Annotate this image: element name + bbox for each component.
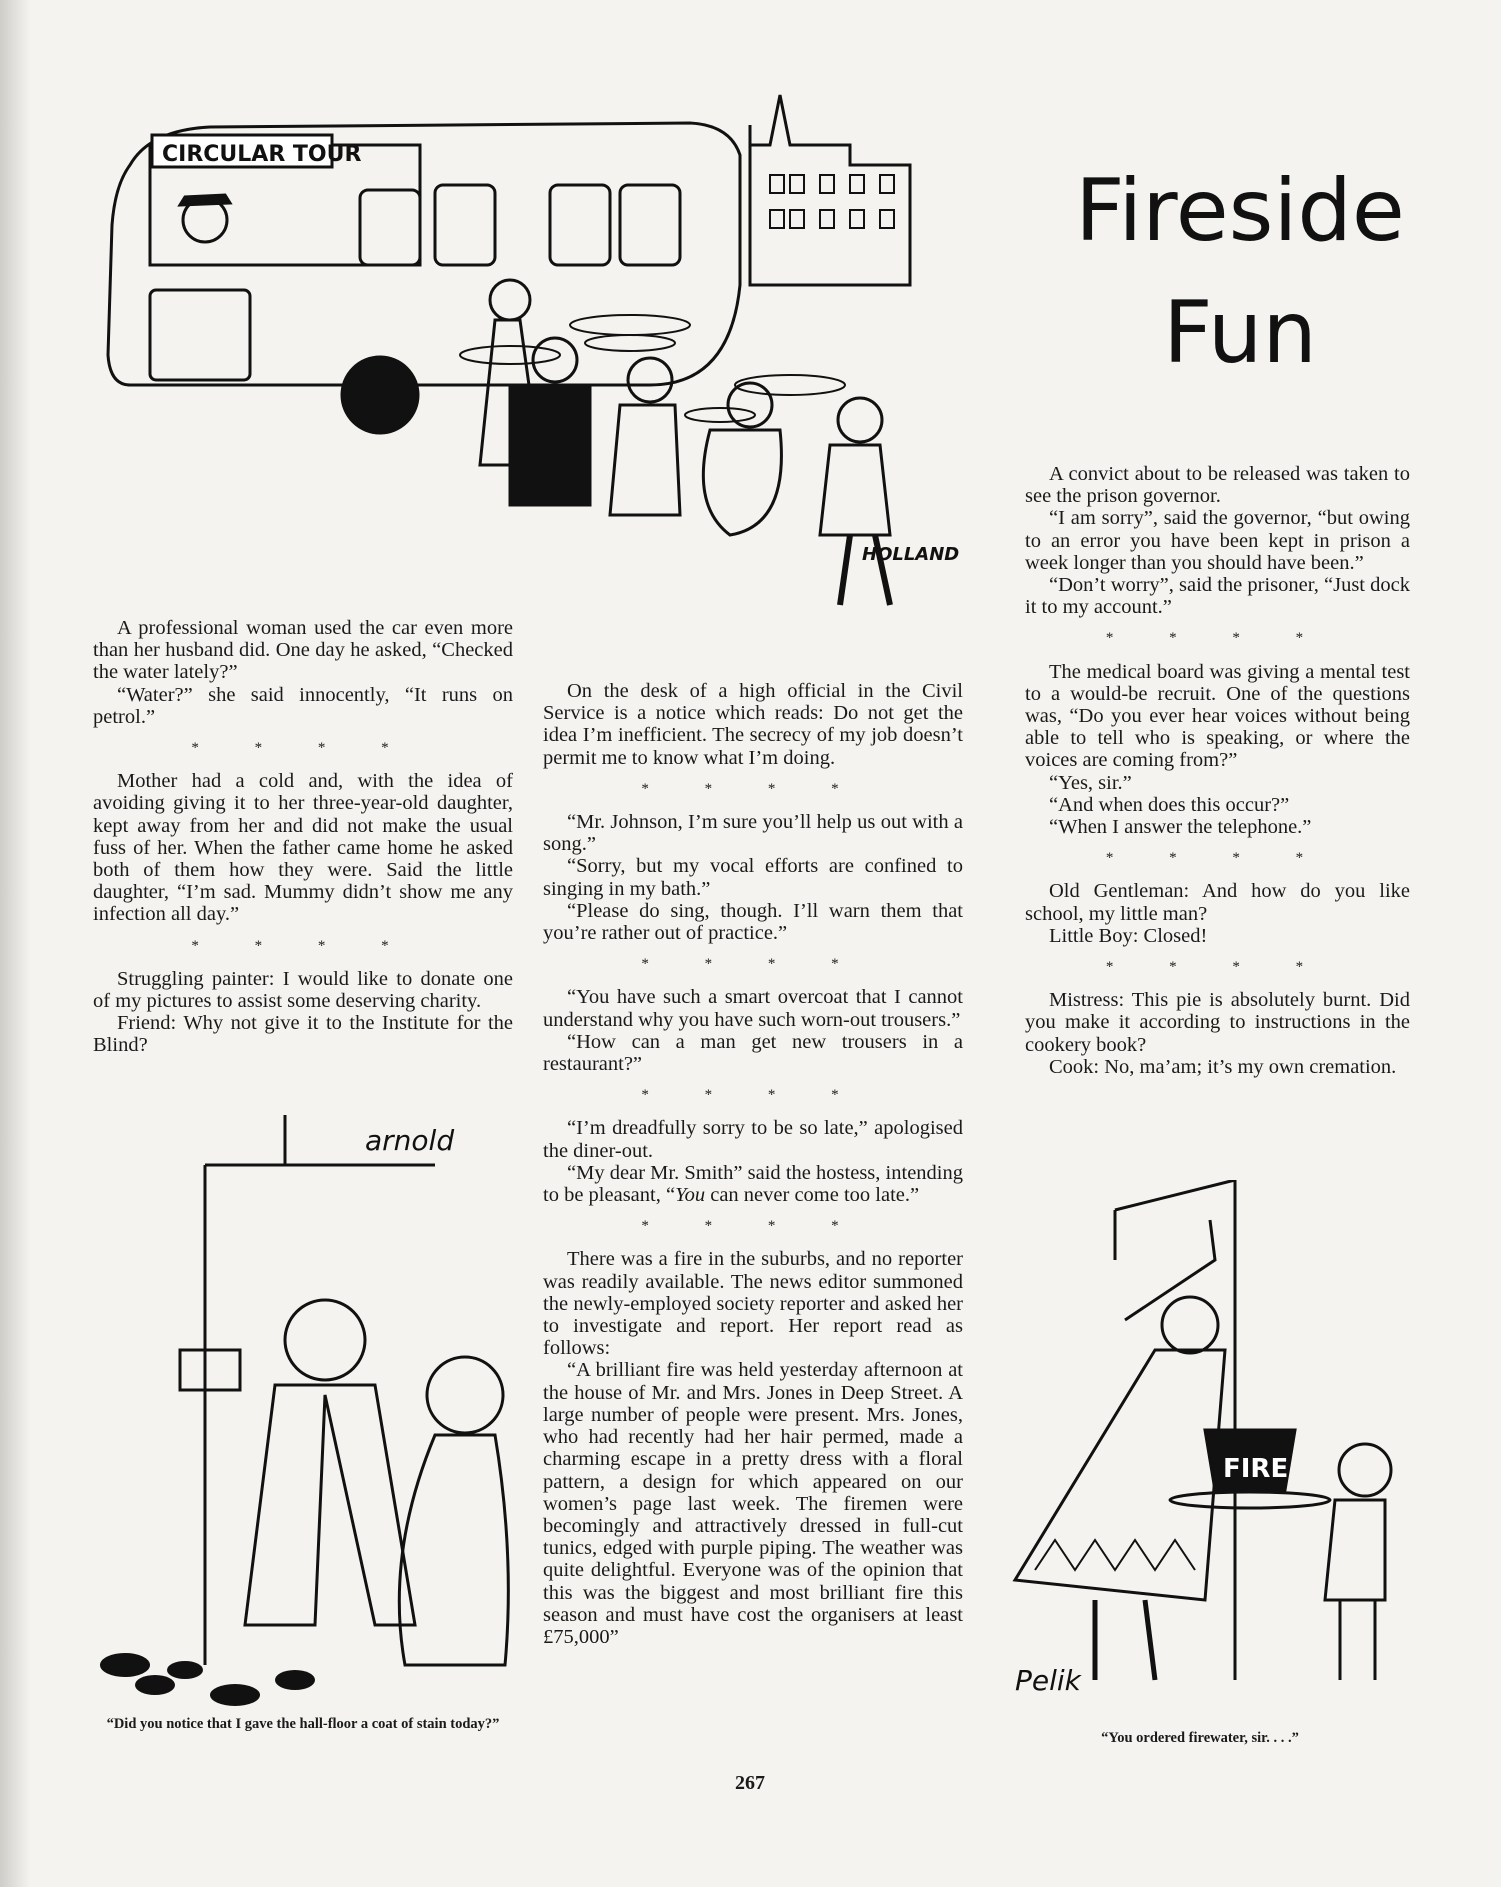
joke-paragraph: Old Gentleman: And how do you like school, my little man? (1025, 880, 1410, 925)
joke-paragraph: “I’m dreadfully sorry to be so late,” apologised the diner-out. (543, 1117, 963, 1162)
boy-body (1325, 1500, 1385, 1600)
separator-stars: * * * * (191, 740, 415, 757)
stain-cartoon (85, 1105, 515, 1715)
joke-paragraph: “A brilliant fire was held yesterday afternoon at the house of Mr. and Mrs. Jones in Deep Street. A large number of people were present. Mrs. Jones, who had recently had her hair permed, made a charming escape in a pretty dress with a floral pattern, a design for which appeared on our women’s page last week. The firemen were becomingly and attractively dressed in full-cut tunics, edged with purple piping. The weather was quite delightful. Everyone was of the opinion that this was the biggest and most brilliant fire this season and must have cost the organisers at least £75,000” (543, 1359, 963, 1648)
bucket-label: FIRE (1223, 1454, 1289, 1484)
page-title-line-2: Fun (1163, 283, 1317, 383)
joke-paragraph: “How can a man get new trousers in a restaurant?” (543, 1030, 963, 1076)
bus-sign-text: CIRCULAR TOUR (162, 142, 362, 167)
joke-paragraph: A convict about to be released was taken to see the prison governor. (1025, 463, 1410, 508)
chief-legs (1095, 1600, 1155, 1680)
joke-paragraph: “And when does this occur?” (1049, 793, 1290, 816)
bus-cartoon-signature: HOLLAND (862, 544, 960, 565)
boy-legs (1340, 1600, 1375, 1680)
joke-paragraph: Little Boy: Closed! (1049, 924, 1208, 947)
joke-paragraph: A professional woman used the car even more than her husband did. One day he asked, “Checked the water lately?” (93, 617, 513, 684)
fire-cartoon-caption: “You ordered firewater, sir. . . .” (1101, 1730, 1299, 1746)
separator-stars: * * * * (641, 956, 865, 973)
joke-paragraph: Cook: No, ma’am; it’s my own cremation. (1049, 1055, 1397, 1078)
joke-text: “My dear Mr. Smith” said the hostess, intending to be pleasant, “ (543, 1161, 963, 1207)
radiator (180, 1350, 240, 1390)
joke-paragraph: Struggling painter: I would like to donate one of my pictures to assist some deserving charity. (93, 967, 513, 1013)
joke-paragraph: Mistress: This pie is absolutely burnt. Did you make it according to instructions in the cookery book? (1025, 989, 1410, 1056)
wife-head (427, 1357, 503, 1433)
joke-paragraph: There was a fire in the suburbs, and no reporter was readily available. The news editor summoned the newly-employed society reporter and asked her to investigate and report. Her report read as follows: (543, 1248, 963, 1360)
separator-stars: * * * * (191, 937, 415, 954)
joke-paragraph: “Sorry, but my vocal efforts are confined to singing in my bath.” (543, 855, 963, 900)
joke-paragraph: “Yes, sir.” (1049, 771, 1132, 794)
tray (1170, 1492, 1330, 1508)
bus-window (360, 190, 420, 265)
chief-head (1162, 1297, 1218, 1353)
fire-cartoon (995, 1180, 1405, 1720)
blanket-pattern (1035, 1540, 1195, 1570)
stain-cartoon-signature: arnold (365, 1124, 455, 1157)
joke-paragraph: “When I answer the telephone.” (1049, 816, 1312, 839)
joke-paragraph: “Water?” she said innocently, “It runs on petrol.” (93, 683, 513, 728)
bus-cartoon (90, 85, 1000, 615)
separator-stars: * * * * (1105, 959, 1330, 976)
wife-body (399, 1435, 508, 1665)
stain-cartoon-caption: “Did you notice that I gave the hall-floor a coat of stain today?” (106, 1716, 500, 1732)
separator-stars: * * * * (641, 1087, 865, 1104)
fire-cartoon-signature: Pelik (1015, 1664, 1081, 1697)
building (750, 95, 910, 285)
husband-head (285, 1300, 365, 1380)
text-column-1 (93, 617, 513, 1057)
joke-text: can never come too late.” (705, 1184, 920, 1207)
husband-body (245, 1385, 415, 1625)
joke-paragraph: The medical board was giving a mental test to a would-be recruit. One of the questions was, “Do you ever hear voices without being able to tell who is speaking, or where the voices are coming from?” (1025, 660, 1410, 772)
joke-paragraph: “You have such a smart overcoat that I cannot understand why you have such worn-out trousers.” (543, 986, 963, 1031)
bus-window (550, 185, 610, 265)
bus-window (435, 185, 495, 265)
separator-stars: * * * * (1105, 630, 1330, 647)
boy-head (1339, 1444, 1391, 1496)
joke-paragraph: Mother had a cold and, with the idea of avoiding giving it to her three-year-old daughter, kept away from her and did not make the usual fuss of her. When the father came home he asked both of them how they were. Said the little daughter, “I’m sad. Mummy didn’t show me any infection all day.” (93, 770, 513, 926)
joke-paragraph: On the desk of a high official in the Civil Service is a notice which reads: Do not get the idea I’m inefficient. The secrecy of my job doesn’t permit me to know what I’m doing. (543, 680, 963, 769)
page-title-line-1: Fireside (1075, 161, 1405, 261)
text-column-3 (1025, 463, 1410, 1078)
bus-wheel (342, 357, 418, 433)
separator-stars: * * * * (641, 1218, 865, 1235)
joke-paragraph: “I am sorry”, said the governor, “but owing to an error you have been kept in prison a week longer than you should have been.” (1025, 507, 1410, 574)
separator-stars: * * * * (641, 780, 865, 797)
bus-door (150, 290, 250, 380)
building-windows (770, 175, 894, 228)
bus-window (620, 185, 680, 265)
page-gutter (0, 0, 30, 1887)
separator-stars: * * * * (1105, 850, 1330, 867)
driver-cap (180, 195, 230, 205)
joke-paragraph: “Mr. Johnson, I’m sure you’ll help us out with a song.” (543, 811, 963, 856)
emphasis-text: You (675, 1184, 706, 1207)
joke-paragraph: Friend: Why not give it to the Institute for the Blind? (93, 1012, 513, 1057)
joke-paragraph: “Don’t worry”, said the prisoner, “Just dock it to my account.” (1025, 574, 1410, 619)
page-number: 267 (735, 1772, 765, 1794)
joke-paragraph: “Please do sing, though. I’ll warn them that you’re rather out of practice.” (543, 899, 963, 945)
footprints (100, 1653, 315, 1706)
joke-paragraph (543, 1162, 963, 1206)
text-column-2 (543, 680, 963, 1648)
